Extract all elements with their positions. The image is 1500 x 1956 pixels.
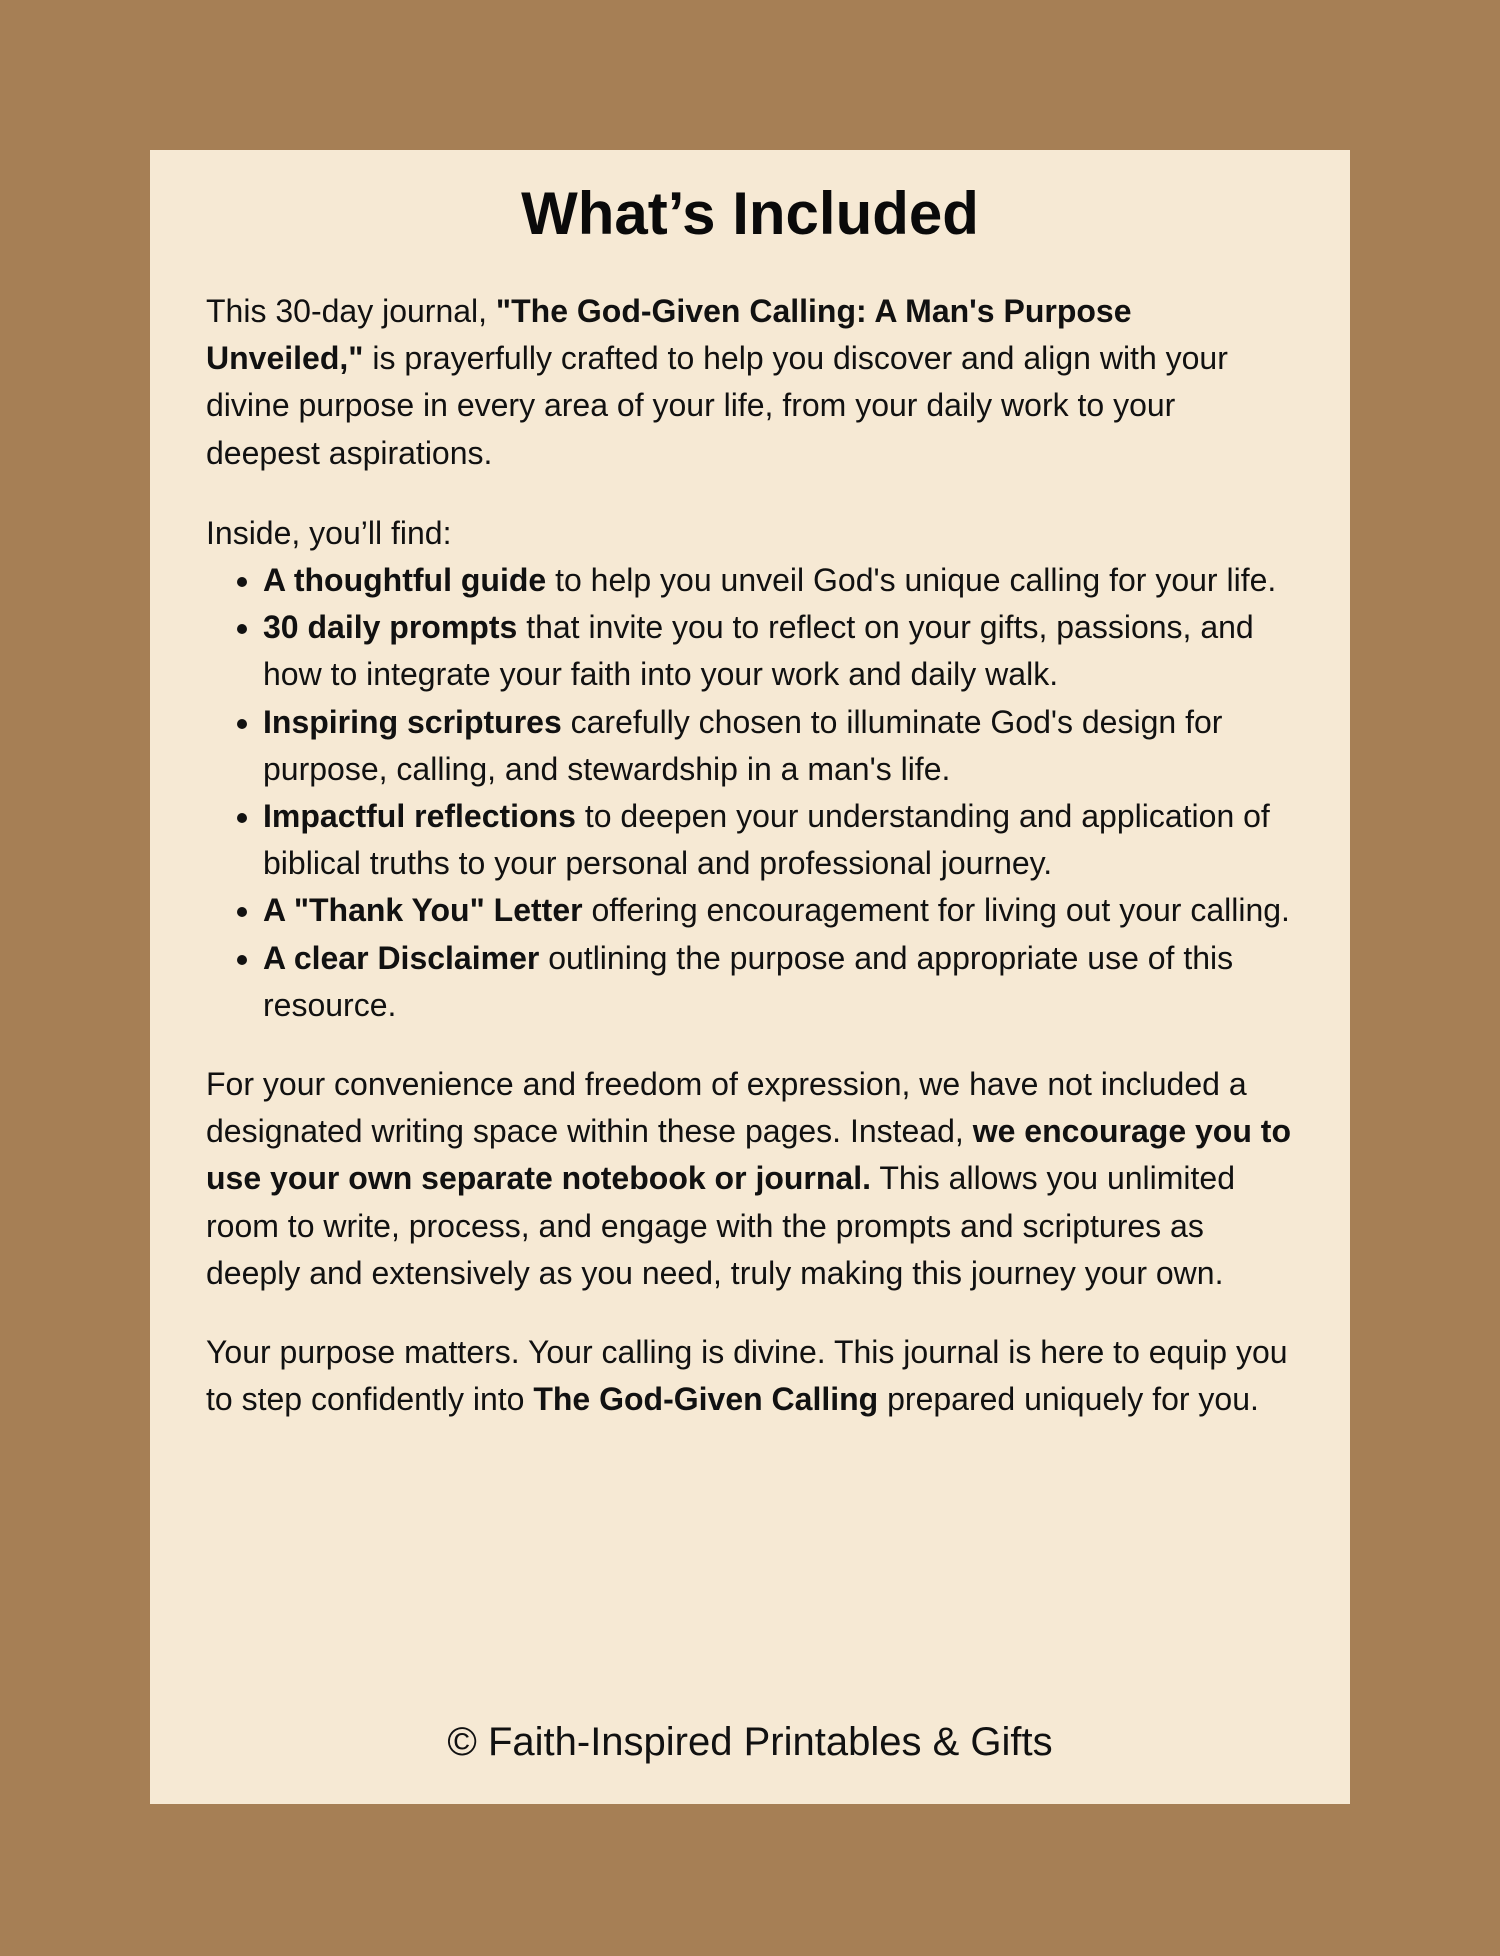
- closing-paragraph: [206, 1329, 1294, 1423]
- convenience-suffix: This allows you unlimited room to write, process, and engage with the prompts and scriptures as deeply and extensively as you need, truly making this journey your own.: [206, 1160, 1236, 1291]
- list-item-text: to help you unveil God's unique calling for your life.: [546, 562, 1277, 599]
- list-item-bold: 30 daily prompts: [263, 609, 518, 646]
- list-item-text: outlining the purpose and appropriate use of this resource.: [263, 939, 1234, 1023]
- convenience-prefix: For your convenience and freedom of expression, we have not included a designated writing space within these pages. Instead,: [206, 1066, 1247, 1150]
- intro-prefix: This 30-day journal,: [206, 293, 496, 329]
- list-item-bold: A clear Disclaimer: [263, 939, 540, 976]
- list-item-bold: A "Thank You" Letter: [263, 892, 583, 929]
- convenience-bold: we encourage you to use your own separate notebook or journal.: [206, 1113, 1291, 1197]
- convenience-paragraph: [206, 1061, 1294, 1297]
- list-item: [263, 699, 1294, 793]
- list-item: [263, 604, 1294, 698]
- inside-label: Inside, you’ll find:: [206, 514, 452, 551]
- list-item: [263, 887, 1294, 934]
- copyright-footer: © Faith-Inspired Printables & Gifts: [447, 1720, 1053, 1764]
- journal-title-bold: "The God-Given Calling: A Man's Purpose Unveiled,": [206, 293, 1132, 377]
- page-title: What’s Included: [521, 180, 979, 247]
- list-item: [263, 935, 1294, 1029]
- list-item-text: offering encouragement for living out your calling.: [582, 892, 1290, 929]
- list-item-text: to deepen your understanding and application of biblical truths to your personal and professional journey.: [263, 798, 1270, 882]
- content-card: [150, 150, 1350, 1804]
- closing-bold: The God-Given Calling: [533, 1381, 879, 1418]
- list-item-text: carefully chosen to illuminate God's design for purpose, calling, and stewardship in a man's life.: [263, 703, 1223, 787]
- list-item: [263, 557, 1294, 604]
- list-item-bold: A thoughtful guide: [263, 562, 547, 599]
- closing-prefix: Your purpose matters. Your calling is divine. This journal is here to equip you to step confidently into: [206, 1334, 1288, 1418]
- list-item-bold: Inspiring scriptures: [263, 703, 562, 740]
- list-item-text: that invite you to reflect on your gifts, passions, and how to integrate your faith into your work and daily walk.: [263, 609, 1254, 693]
- included-list: [206, 557, 1294, 1029]
- intro-suffix: is prayerfully crafted to help you discover and align with your divine purpose in every area of your life, from your daily work to your deepest aspirations.: [206, 340, 1228, 471]
- list-item-bold: Impactful reflections: [263, 798, 576, 835]
- list-item: [263, 793, 1294, 887]
- closing-suffix: prepared uniquely for you.: [878, 1381, 1259, 1418]
- intro-paragraph: [206, 288, 1294, 477]
